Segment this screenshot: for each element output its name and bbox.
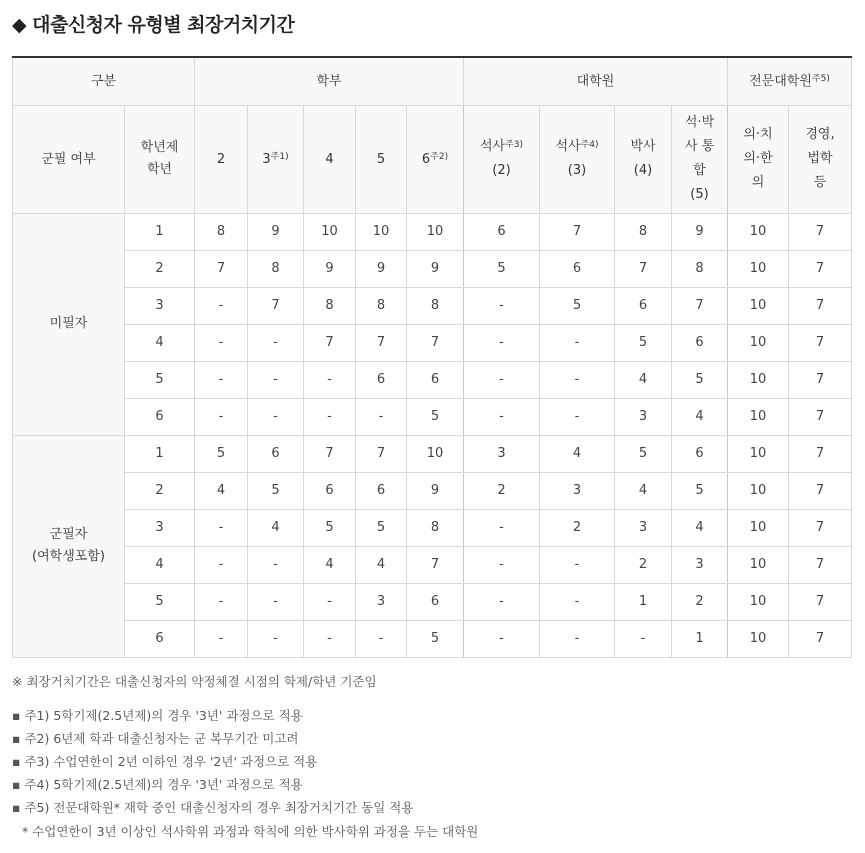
value-cell: 5 [672,472,728,509]
header-pg-col [789,105,852,213]
value-cell: 6 [248,435,304,472]
value-cell: 10 [728,583,789,620]
header-gr-label: 석·박사 통합 [684,115,715,178]
value-cell: 5 [615,435,672,472]
value-cell: - [464,583,540,620]
value-cell: 8 [672,250,728,287]
note-item: ▪ 주1) 5학기제(2.5년제)의 경우 '3년' 과정으로 적용 [12,708,303,723]
value-cell: 6 [464,213,540,250]
year-cell: 4 [125,324,195,361]
value-cell: 4 [615,472,672,509]
header-gr-sub: (2) [492,163,511,178]
value-cell: 4 [248,509,304,546]
value-cell: 10 [407,213,464,250]
value-cell: 3 [464,435,540,472]
value-cell: 7 [304,324,356,361]
header-gr-sup: 주3) [505,140,524,150]
value-cell: - [248,361,304,398]
value-cell: 7 [789,361,852,398]
table-row [13,324,852,361]
value-cell: 9 [407,250,464,287]
value-cell: 10 [407,435,464,472]
table-row [13,583,852,620]
value-cell: 7 [356,324,407,361]
value-cell: 8 [195,213,248,250]
value-cell: - [464,546,540,583]
value-cell: - [195,546,248,583]
year-cell: 6 [125,620,195,657]
value-cell: 6 [407,583,464,620]
header-gr-col [464,105,540,213]
value-cell: 10 [728,435,789,472]
header-pg-label: 경영, 법학 등 [805,127,835,190]
table-body [13,213,852,657]
value-cell: 2 [672,583,728,620]
group-name: 미필자 [49,316,88,331]
page-title [12,10,294,37]
value-cell: - [195,398,248,435]
value-cell: 3 [672,546,728,583]
value-cell: 5 [407,398,464,435]
value-cell: 4 [195,472,248,509]
year-cell: 3 [125,287,195,324]
header-ug-col [356,105,407,213]
value-cell: - [464,509,540,546]
year-cell: 5 [125,583,195,620]
header-pg-label: 의·치의·한의 [743,127,773,190]
value-cell: 5 [248,472,304,509]
value-cell: 7 [789,287,852,324]
value-cell: 7 [672,287,728,324]
value-cell: 5 [464,250,540,287]
value-cell: 7 [789,213,852,250]
header-ug-label: 2 [216,151,226,167]
value-cell: 9 [672,213,728,250]
value-cell: - [540,324,615,361]
value-cell: - [248,583,304,620]
year-cell: 1 [125,435,195,472]
header-gr-label: 박사 [630,139,656,154]
value-cell: 7 [407,324,464,361]
value-cell: 10 [728,472,789,509]
value-cell: - [464,620,540,657]
header-ug-label: 5 [376,151,386,167]
note-item: ▪ 주3) 수업연한이 2년 이하인 경우 '2년' 과정으로 적용 [12,754,318,769]
value-cell: 6 [615,287,672,324]
value-cell: - [540,620,615,657]
table-row [13,213,852,250]
value-cell: - [248,620,304,657]
value-cell: - [464,398,540,435]
table-row [13,361,852,398]
value-cell: 10 [304,213,356,250]
note-item: ▪ 주5) 전문대학원* 재학 중인 대출신청자의 경우 최장거치기간 동일 적용 [12,800,414,815]
value-cell: 10 [728,287,789,324]
value-cell: - [195,583,248,620]
value-cell: 7 [789,583,852,620]
header-profgrad [728,57,852,105]
header-ug-label: 4 [325,151,334,167]
value-cell: - [464,287,540,324]
year-cell: 6 [125,398,195,435]
header-pg-col [728,105,789,213]
header-ug-col [304,105,356,213]
header-ug-sup: 주1) [270,151,289,162]
value-cell: - [540,361,615,398]
value-cell: - [356,620,407,657]
value-cell: - [195,287,248,324]
value-cell: 4 [672,509,728,546]
header-grad: 대학원 [464,57,728,105]
value-cell: 7 [789,250,852,287]
header-gubun: 구분 [13,57,195,105]
header-ug-col [407,105,464,213]
value-cell: 3 [540,472,615,509]
value-cell: 8 [356,287,407,324]
value-cell: 4 [304,546,356,583]
year-cell: 4 [125,546,195,583]
table-row [13,620,852,657]
value-cell: 10 [728,213,789,250]
value-cell: - [248,546,304,583]
table-row [13,398,852,435]
table-row [13,250,852,287]
value-cell: 6 [356,361,407,398]
value-cell: 7 [789,620,852,657]
value-cell: 10 [728,250,789,287]
header-gr-sub: (5) [690,187,709,202]
value-cell: - [304,361,356,398]
value-cell: 6 [540,250,615,287]
value-cell: - [464,361,540,398]
value-cell: 6 [672,324,728,361]
value-cell: - [304,398,356,435]
value-cell: - [540,398,615,435]
header-profgrad-label: 전문대학원 [749,73,812,89]
value-cell: 5 [356,509,407,546]
value-cell: 4 [540,435,615,472]
value-cell: 5 [615,324,672,361]
value-cell: 2 [615,546,672,583]
header-gr-col [540,105,615,213]
group-name-sub: (여학생포함) [32,549,105,564]
value-cell: 7 [304,435,356,472]
header-gr-sup: 주4) [580,140,599,150]
year-cell: 2 [125,250,195,287]
header-gr-label: 석사 [479,139,506,154]
value-cell: 7 [407,546,464,583]
value-cell: 10 [728,361,789,398]
diamond-icon: ◆ [12,14,27,36]
value-cell: 10 [728,620,789,657]
value-cell: 7 [356,435,407,472]
value-cell: 10 [728,546,789,583]
header-ug-label: 3 [262,151,271,167]
value-cell: - [195,620,248,657]
value-cell: 7 [789,472,852,509]
header-ug-col [248,105,304,213]
value-cell: 1 [615,583,672,620]
page-title-text: 대출신청자 유형별 최장거치기간 [32,14,295,36]
value-cell: 3 [615,509,672,546]
value-cell: 8 [304,287,356,324]
value-cell: 7 [789,546,852,583]
value-cell: 10 [728,509,789,546]
value-cell: - [356,398,407,435]
header-ug-col [195,105,248,213]
value-cell: - [248,398,304,435]
value-cell: 4 [615,361,672,398]
value-cell: - [615,620,672,657]
header-gr-col [672,105,728,213]
value-cell: - [540,583,615,620]
value-cell: 1 [672,620,728,657]
value-cell: 8 [407,287,464,324]
note-item: ▪ 주2) 6년제 학과 대출신청자는 군 복무기간 미고려 [12,731,299,746]
value-cell: 10 [728,398,789,435]
value-cell: 4 [672,398,728,435]
header-gr-sub: (3) [567,163,587,178]
value-cell: 5 [195,435,248,472]
value-cell: - [304,583,356,620]
value-cell: 4 [356,546,407,583]
value-cell: 7 [789,435,852,472]
value-cell: - [195,509,248,546]
header-year-label: 학년제 학년 [140,140,179,177]
year-cell: 3 [125,509,195,546]
header-profgrad-sup: 주5) [811,73,830,84]
value-cell: - [304,620,356,657]
table-row [13,509,852,546]
max-grace-period-table [12,56,852,658]
value-cell: 5 [540,287,615,324]
header-gr-sub: (4) [633,163,653,178]
table-row [13,435,852,472]
value-cell: - [540,546,615,583]
value-cell: 9 [248,213,304,250]
header-military: 군필 여부 [13,105,125,213]
header-ug-sup: 주2) [430,151,449,162]
year-cell: 5 [125,361,195,398]
value-cell: 6 [672,435,728,472]
value-cell: 7 [248,287,304,324]
header-gr-label: 석사 [555,139,581,154]
group-label [13,213,125,435]
header-undergrad: 학부 [195,57,464,105]
year-cell: 1 [125,213,195,250]
value-cell: 10 [728,324,789,361]
value-cell: 5 [304,509,356,546]
value-cell: 7 [540,213,615,250]
value-cell: 3 [615,398,672,435]
value-cell: 7 [615,250,672,287]
table-row [13,287,852,324]
value-cell: 2 [464,472,540,509]
group-name: 군필자 [49,527,88,542]
value-cell: 6 [407,361,464,398]
header-gr-col [615,105,672,213]
table-row [13,472,852,509]
header-ug-label: 6 [421,151,431,167]
value-cell: 9 [407,472,464,509]
value-cell: 3 [356,583,407,620]
value-cell: 5 [407,620,464,657]
table-row [13,546,852,583]
value-cell: - [195,361,248,398]
note-main: ※ 최장거치기간은 대출신청자의 약정체결 시점의 학제/학년 기준임 [12,674,377,689]
header-year [125,105,195,213]
note-item: ▪ 주4) 5학기제(2.5년제)의 경우 '3년' 과정으로 적용 [12,777,303,792]
value-cell: 6 [304,472,356,509]
group-label [13,435,125,657]
value-cell: - [195,324,248,361]
note-footnote: * 수업연한이 3년 이상인 석사학위 과정과 학칙에 의한 박사학위 과정을 두는 대학원 [22,824,479,839]
value-cell: 6 [356,472,407,509]
value-cell: - [464,324,540,361]
value-cell: 8 [407,509,464,546]
value-cell: 9 [356,250,407,287]
value-cell: 10 [356,213,407,250]
value-cell: 7 [789,324,852,361]
value-cell: 8 [615,213,672,250]
value-cell: 9 [304,250,356,287]
value-cell: 8 [248,250,304,287]
value-cell: - [248,324,304,361]
value-cell: 5 [672,361,728,398]
value-cell: 7 [789,509,852,546]
year-cell: 2 [125,472,195,509]
value-cell: 2 [540,509,615,546]
value-cell: 7 [789,398,852,435]
value-cell: 7 [195,250,248,287]
